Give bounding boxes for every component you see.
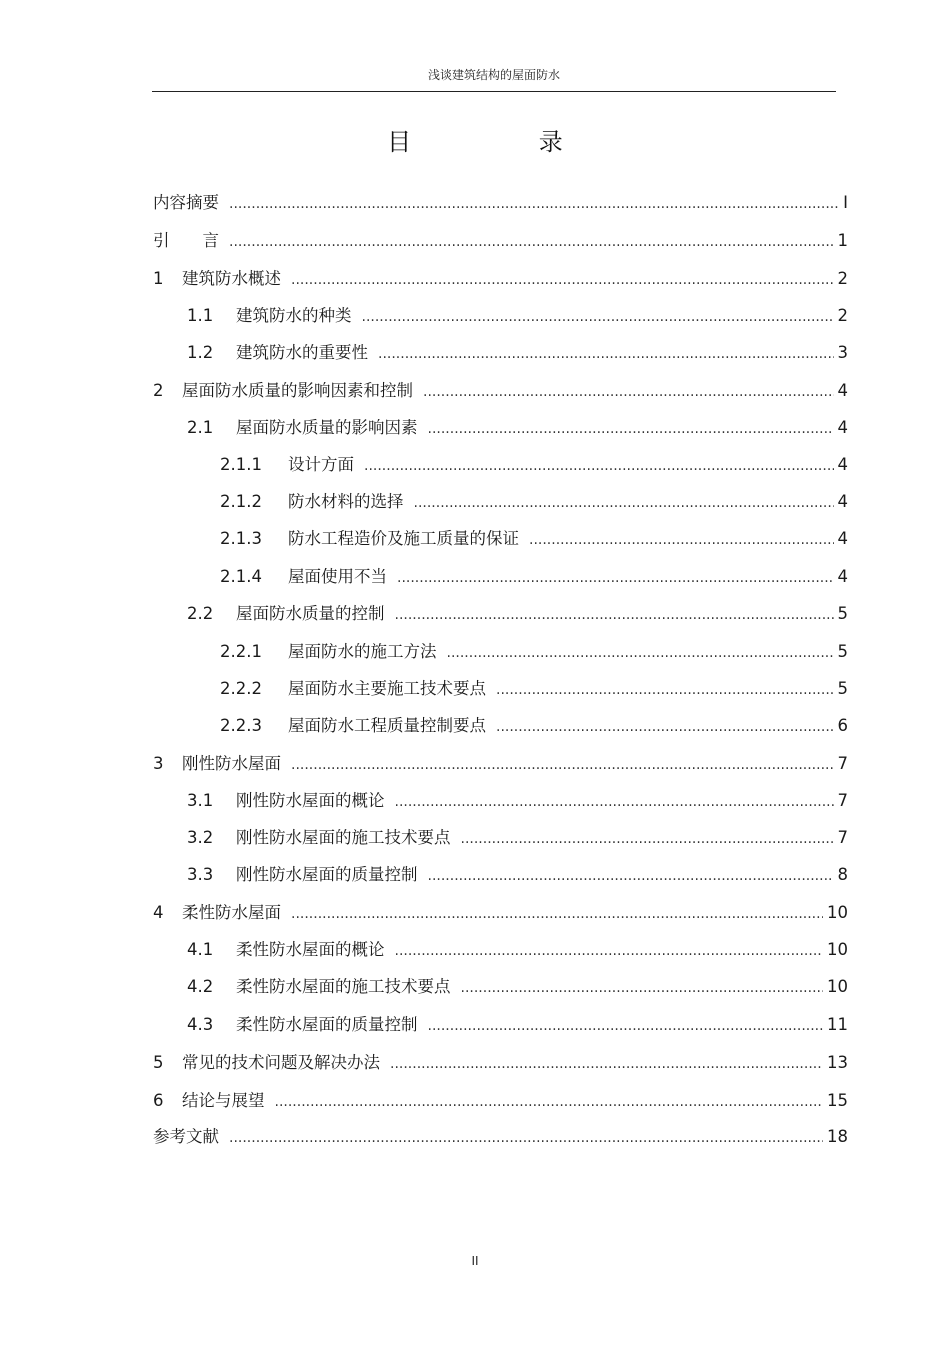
toc-entry-label: 设计方面 — [288, 455, 354, 474]
toc-leader-dots — [428, 865, 834, 887]
toc-leader-dots — [229, 193, 839, 215]
toc-entry-number: 2.1.4 — [220, 567, 262, 586]
toc-entry-page: 6 — [837, 716, 848, 735]
toc-entry-label: 屋面防水工程质量控制要点 — [288, 716, 486, 735]
toc-entry-number: 3 — [153, 754, 164, 773]
toc-entry-page: 10 — [827, 903, 848, 922]
toc-entry-page: 4 — [837, 567, 848, 586]
toc-entry[interactable] — [187, 417, 848, 439]
toc-leader-dots — [461, 828, 834, 850]
toc-entry[interactable] — [187, 305, 848, 327]
toc-entry[interactable] — [187, 1014, 848, 1036]
header-rule — [152, 91, 836, 92]
toc-leader-dots — [378, 343, 834, 365]
toc-entry-page: 3 — [837, 343, 848, 362]
toc-leader-dots — [423, 381, 834, 403]
toc-entry-page: 7 — [837, 828, 848, 847]
toc-entry[interactable] — [220, 454, 848, 476]
toc-entry[interactable] — [153, 192, 848, 214]
toc-entry[interactable] — [153, 1126, 848, 1148]
toc-entry-label: 屋面防水的施工方法 — [288, 642, 437, 661]
toc-entry-number: 1.1 — [187, 306, 214, 325]
toc-leader-dots — [496, 716, 834, 738]
toc-entry-page: 4 — [837, 418, 848, 437]
toc-entry-label: 内容摘要 — [153, 193, 219, 212]
toc-leader-dots — [447, 642, 834, 664]
toc-entry-label: 刚性防水屋面的质量控制 — [236, 865, 418, 884]
toc-entry-label: 刚性防水屋面的概论 — [236, 791, 385, 810]
toc-entry-page: 7 — [837, 754, 848, 773]
toc-entry-page: 13 — [827, 1053, 848, 1072]
toc-entry[interactable] — [220, 641, 848, 663]
toc-entry-label: 防水材料的选择 — [288, 492, 404, 511]
toc-entry-label: 柔性防水屋面的质量控制 — [236, 1015, 418, 1034]
toc-leader-dots — [428, 418, 834, 440]
toc-entry-number: 6 — [153, 1091, 164, 1110]
toc-entry-page: 4 — [837, 529, 848, 548]
toc-entry-label: 常见的技术问题及解决办法 — [182, 1053, 380, 1072]
toc-entry[interactable] — [153, 1090, 848, 1112]
toc-entry-page: 10 — [827, 977, 848, 996]
toc-entry-number: 2 — [153, 381, 164, 400]
toc-leader-dots — [397, 567, 834, 589]
toc-leader-dots — [229, 231, 834, 253]
toc-entry[interactable] — [153, 902, 848, 924]
toc-entry-label: 建筑防水的种类 — [236, 306, 352, 325]
toc-entry[interactable] — [153, 230, 848, 252]
toc-entry[interactable] — [187, 342, 848, 364]
toc-entry-label: 建筑防水的重要性 — [236, 343, 368, 362]
toc-entry-number: 2.1.2 — [220, 492, 262, 511]
toc-entry[interactable] — [187, 827, 848, 849]
toc-leader-dots — [428, 1015, 824, 1037]
toc-entry-label: 建筑防水概述 — [182, 269, 281, 288]
toc-entry-label: 屋面防水主要施工技术要点 — [288, 679, 486, 698]
toc-entry-page: 2 — [837, 306, 848, 325]
toc-entry-page: 5 — [837, 679, 848, 698]
toc-entry-page: 8 — [837, 865, 848, 884]
page-number: II — [471, 1254, 479, 1268]
toc-entry-number: 3.3 — [187, 865, 214, 884]
toc-entry-page: 4 — [837, 455, 848, 474]
toc-entry[interactable] — [187, 976, 848, 998]
toc-entry[interactable] — [220, 491, 848, 513]
running-header: 浅谈建筑结构的屋面防水 — [427, 68, 560, 82]
toc-entry[interactable] — [153, 380, 848, 402]
toc-entry[interactable] — [153, 268, 848, 290]
toc-entry-label: 屋面防水质量的影响因素 — [236, 418, 418, 437]
toc-entry-label: 屋面防水质量的影响因素和控制 — [182, 381, 413, 400]
toc-entry-label: 刚性防水屋面的施工技术要点 — [236, 828, 451, 847]
toc-entry-page: 10 — [827, 940, 848, 959]
toc-entry-number: 2.1 — [187, 418, 214, 437]
toc-entry-number: 2.1.3 — [220, 529, 262, 548]
toc-entry-page: 11 — [827, 1015, 848, 1034]
toc-leader-dots — [395, 604, 834, 626]
toc-entry-number: 1.2 — [187, 343, 214, 362]
toc-leader-dots — [529, 529, 834, 551]
toc-leader-dots — [461, 977, 824, 999]
toc-leader-dots — [390, 1053, 823, 1075]
toc-entry-label: 引 言 — [153, 231, 219, 250]
toc-entry-number: 5 — [153, 1053, 164, 1072]
toc-entry-number: 1 — [153, 269, 164, 288]
toc-entry-number: 4.1 — [187, 940, 214, 959]
toc-entry-page: 7 — [837, 791, 848, 810]
toc-entry-page: 15 — [827, 1091, 848, 1110]
toc-entry-label: 柔性防水屋面的施工技术要点 — [236, 977, 451, 996]
toc-entry[interactable] — [187, 603, 848, 625]
toc-entry[interactable] — [220, 715, 848, 737]
toc-entry-label: 柔性防水屋面的概论 — [236, 940, 385, 959]
toc-entry-number: 4.2 — [187, 977, 214, 996]
toc-entry-page: 1 — [837, 231, 848, 250]
toc-leader-dots — [395, 791, 834, 813]
toc-entry-page: 18 — [827, 1127, 848, 1146]
toc-entry-page: I — [843, 193, 848, 212]
toc-entry[interactable] — [187, 790, 848, 812]
toc-entry[interactable] — [220, 678, 848, 700]
toc-entry-label: 柔性防水屋面 — [182, 903, 281, 922]
toc-entry[interactable] — [187, 939, 848, 961]
toc-entry-number: 4 — [153, 903, 164, 922]
toc-entry-page: 5 — [837, 642, 848, 661]
toc-entry-number: 2.2.2 — [220, 679, 262, 698]
toc-leader-dots — [275, 1091, 824, 1113]
toc-entry-number: 2.2.3 — [220, 716, 262, 735]
toc-entry-number: 2.2 — [187, 604, 214, 623]
toc-leader-dots — [364, 455, 834, 477]
toc-entry[interactable] — [153, 753, 848, 775]
toc-entry-label: 屋面防水质量的控制 — [236, 604, 385, 623]
toc-entry[interactable] — [153, 1052, 848, 1074]
toc-entry-page: 2 — [837, 269, 848, 288]
toc-entry-page: 4 — [837, 381, 848, 400]
toc-leader-dots — [291, 903, 823, 925]
toc-entry-number: 2.2.1 — [220, 642, 262, 661]
toc-entry-label: 屋面使用不当 — [288, 567, 387, 586]
toc-leader-dots — [291, 269, 834, 291]
toc-entry-label: 参考文献 — [153, 1127, 219, 1146]
toc-entry-page: 5 — [837, 604, 848, 623]
toc-leader-dots — [362, 306, 834, 328]
toc-entry-number: 4.3 — [187, 1015, 214, 1034]
toc-entry-number: 3.1 — [187, 791, 214, 810]
toc-entry[interactable] — [187, 864, 848, 886]
toc-entry-label: 防水工程造价及施工质量的保证 — [288, 529, 519, 548]
toc-entry[interactable] — [220, 528, 848, 550]
toc-entry-number: 2.1.1 — [220, 455, 262, 474]
toc-leader-dots — [414, 492, 834, 514]
toc-entry[interactable] — [220, 566, 848, 588]
toc-leader-dots — [496, 679, 834, 701]
toc-leader-dots — [229, 1127, 823, 1149]
toc-entry-label: 刚性防水屋面 — [182, 754, 281, 773]
toc-entry-number: 3.2 — [187, 828, 214, 847]
toc-entry-label: 结论与展望 — [182, 1091, 265, 1110]
toc-entry-page: 4 — [837, 492, 848, 511]
toc-leader-dots — [291, 754, 834, 776]
toc-leader-dots — [395, 940, 824, 962]
toc-title: 目 录 — [387, 128, 623, 156]
